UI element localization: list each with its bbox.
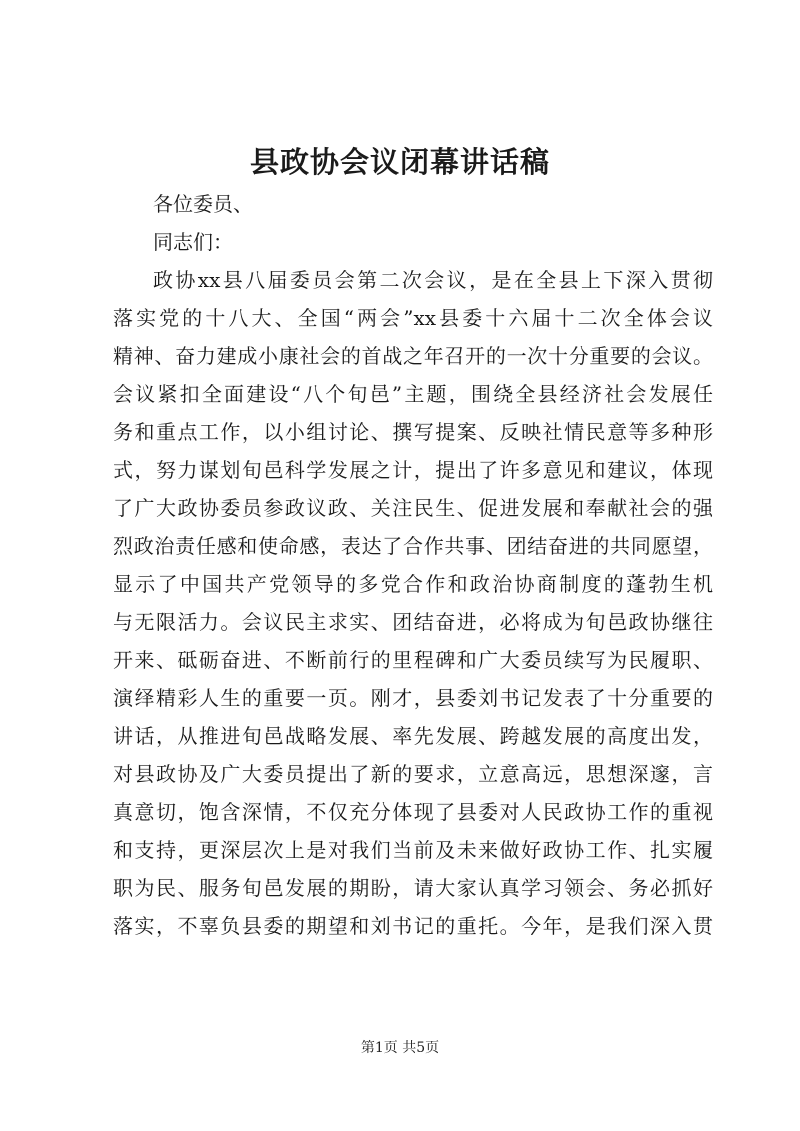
paragraph-line: 职为民、服务旬邑发展的期盼，请大家认真学习领会、务必抓好: [113, 876, 713, 900]
paragraph-line: 会议紧扣全面建设“八个旬邑”主题，围绕全县经济社会发展任: [113, 382, 713, 406]
paragraph-line: 讲话，从推进旬邑战略发展、率先发展、跨越发展的高度出发，: [113, 724, 713, 748]
paragraph-line: 演绎精彩人生的重要一页。刚才，县委刘书记发表了十分重要的: [113, 686, 713, 710]
paragraph-line: 和支持，更深层次上是对我们当前及未来做好政协工作、扎实履: [113, 838, 713, 862]
paragraph-line: 精神、奋力建成小康社会的首战之年召开的一次十分重要的会议。: [113, 344, 713, 368]
paragraph-line: 开来、砥砺奋进、不断前行的里程碑和广大委员续写为民履职、: [113, 648, 713, 672]
salutation-line: 同志们：: [153, 230, 233, 254]
paragraph-line: 显示了中国共产党领导的多党合作和政治协商制度的蓬勃生机: [113, 572, 713, 596]
paragraph-line: 落实党的十八大、全国“两会”xx县委十六届十二次全体会议: [113, 306, 713, 330]
paragraph-line: 对县政协及广大委员提出了新的要求，立意高远，思想深邃，言: [113, 762, 713, 786]
paragraph-line: 与无限活力。会议民主求实、团结奋进，必将成为旬邑政协继往: [113, 610, 713, 634]
paragraph-line: 务和重点工作，以小组讨论、撰写提案、反映社情民意等多种形: [113, 420, 713, 444]
paragraph-line: 落实，不辜负县委的期望和刘书记的重托。今年，是我们深入贯: [113, 914, 713, 938]
paragraph-line: 了广大政协委员参政议政、关注民生、促进发展和奉献社会的强: [113, 496, 713, 520]
paragraph-line: 真意切，饱含深情，不仅充分体现了县委对人民政协工作的重视: [113, 800, 713, 824]
paragraph-line: 式，努力谋划旬邑科学发展之计，提出了许多意见和建议，体现: [113, 458, 713, 482]
page-number-footer: 第1页 共5页: [360, 1040, 440, 1056]
paragraph-line: 政协xx县八届委员会第二次会议，是在全县上下深入贯彻: [153, 268, 713, 292]
paragraph-line: 烈政治责任感和使命感，表达了合作共事、团结奋进的共同愿望，: [113, 534, 713, 558]
document-body: [113, 185, 713, 945]
salutation-line: 各位委员、: [153, 192, 253, 216]
document-title: 县政协会议闭幕讲话稿: [249, 145, 550, 179]
